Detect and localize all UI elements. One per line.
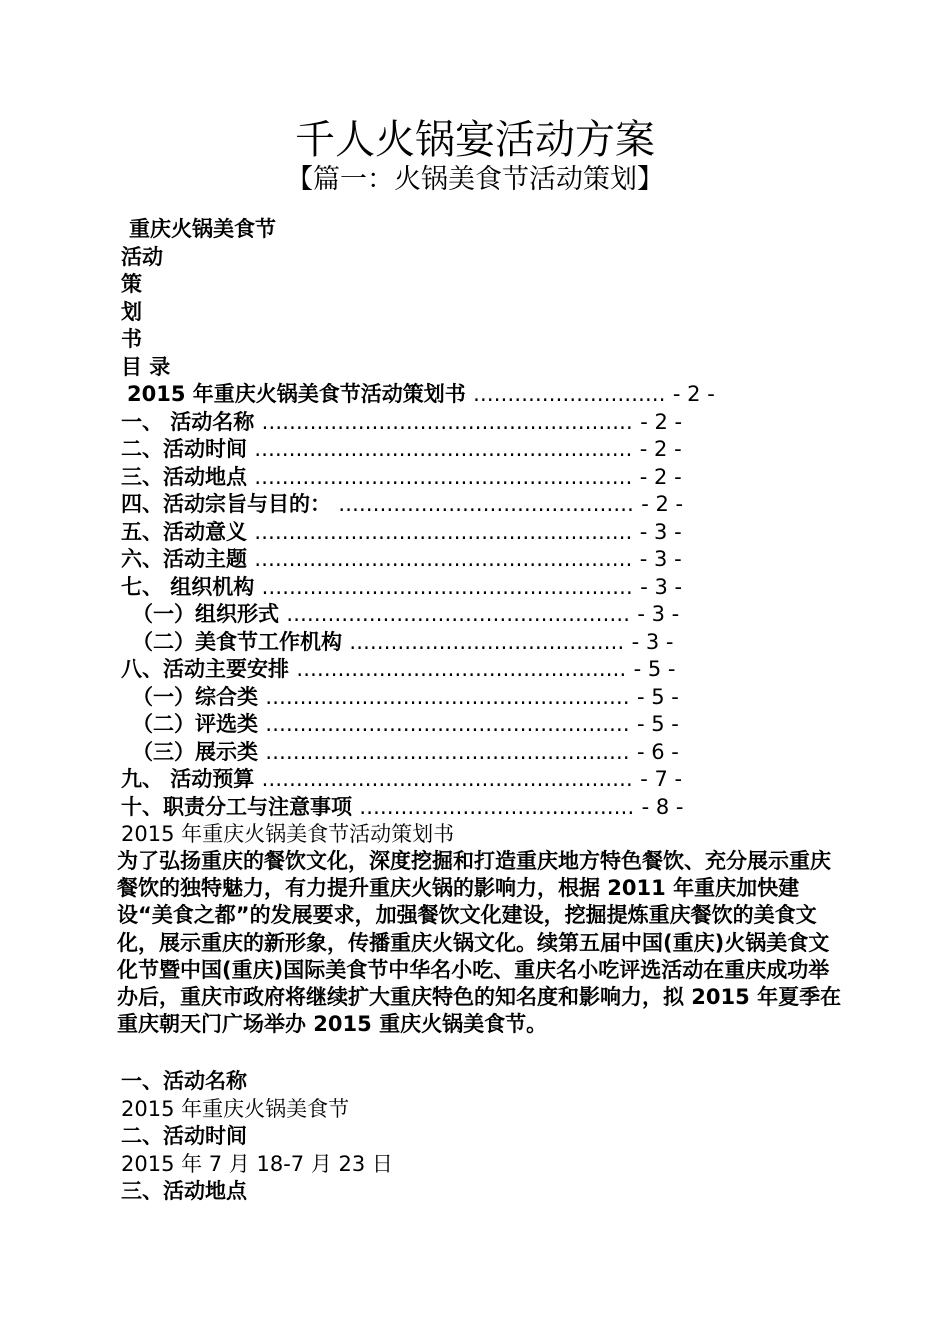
toc-entry[interactable] [132,629,674,656]
toc-entry-page: - 7 - [640,767,683,791]
toc-entry-label: （一）组织形式 [132,602,279,626]
toc-entry-leader: ....................................................... [254,520,633,544]
section-heading: 一、活动名称 [121,1069,247,1093]
toc-entry-label: （一）综合类 [132,685,258,709]
toc-entry[interactable] [121,491,683,518]
cover-line: 重庆火锅美食节 [129,217,276,241]
toc-entry-label: 九、 活动预算 [121,767,255,791]
toc-entry-leader: ........................................... [338,492,634,516]
toc-entry-page: - 2 - [640,410,683,434]
document-title: 千人火锅宴活动方案 [295,117,655,163]
intro-paragraph: 为了弘扬重庆的餐饮文化，深度挖掘和打造重庆地方特色餐饮、充分展示重庆餐饮的独特魅力，有力提升重庆火锅的影响力，根据 2011 年重庆加快建设“美食之都”的发展要求，加强餐饮文化建设，挖掘提炼重庆餐饮的美食文化，展示重庆的新形象，传播重庆火锅文化。续第五届中国(重庆)火锅美食文化节暨中国(重庆)国际美食节中华名小吃、重庆名小吃评选活动在重庆成功举办后，重庆市政府将继续扩大重庆特色的知名度和影响力，拟 2015 年夏季在重庆朝天门广场举办 2015 重庆火锅美食节。 [117,849,842,1037]
toc-entry-leader: ..................................................... [265,740,630,764]
toc-entry[interactable] [121,436,682,463]
toc-entry-page: - 5 - [637,712,679,736]
toc-entry-page: - 3 - [631,630,674,654]
toc-entry[interactable] [121,409,682,436]
section-heading: 2015 年重庆火锅美食节活动策划书 [121,822,455,846]
toc-entry-page: - 3 - [639,547,682,571]
toc-entry-label: 一、 活动名称 [121,410,255,434]
toc-entry-leader: .................................................. [286,602,631,626]
toc-entry[interactable] [121,766,682,793]
toc-entry[interactable] [132,711,679,738]
toc-entry-label: 四、活动宗旨与目的： [121,492,331,516]
toc-entry-leader: ................................................ [296,657,627,681]
toc-entry[interactable] [132,684,679,711]
toc-entry[interactable] [121,656,676,683]
toc-entry-leader: ........................................ [359,795,635,819]
toc-entry-page: - 3 - [640,575,683,599]
toc-entry[interactable] [127,381,715,408]
cover-line: 策 [121,272,142,296]
toc-entry-label: （二）评选类 [132,712,258,736]
toc-entry-page: - 2 - [639,437,682,461]
section-content: 2015 年重庆火锅美食节 [121,1097,350,1121]
toc-entry-label: 三、活动地点 [121,465,247,489]
toc-entry-page: - 2 - [672,382,715,406]
toc-entry-leader: ....................................................... [254,465,633,489]
toc-entry[interactable] [121,546,682,573]
toc-entry-page: - 5 - [633,657,676,681]
toc-entry-page: - 2 - [641,492,684,516]
toc-entry-page: - 2 - [639,465,682,489]
toc-entry[interactable] [121,794,684,821]
document-subtitle: 【篇一：火锅美食节活动策划】 [286,164,664,195]
toc-entry[interactable] [132,601,679,628]
toc-entry-label: 五、活动意义 [121,520,247,544]
cover-line: 书 [121,327,142,351]
toc-entry-page: - 6 - [637,740,679,764]
toc-entry[interactable] [121,574,682,601]
toc-entry-leader: ...................................................... [261,575,633,599]
toc-entry-page: - 8 - [641,795,684,819]
cover-line: 活动 [121,245,163,269]
toc-entry-page: - 5 - [637,685,679,709]
cover-line: 划 [121,300,142,324]
toc-heading: 目 录 [121,355,171,379]
section-content: 2015 年 7 月 18-7 月 23 日 [121,1152,393,1176]
toc-entry-leader: ..................................................... [265,685,630,709]
section-heading: 三、活动地点 [121,1179,247,1203]
toc-entry-label: 六、活动主题 [121,547,247,571]
toc-entry-leader: ........................................ [349,630,625,654]
toc-entry[interactable] [121,519,682,546]
toc-entry-label: 七、 组织机构 [121,575,255,599]
toc-entry-label: 八、活动主要安排 [121,657,289,681]
section-heading: 二、活动时间 [121,1124,247,1148]
toc-entry-page: - 3 - [639,520,682,544]
toc-entry-label: （二）美食节工作机构 [132,630,342,654]
toc-entry-leader: ............................ [473,382,666,406]
toc-entry-label: 2015 年重庆火锅美食节活动策划书 [127,382,466,406]
toc-entry-label: 十、职责分工与注意事项 [121,795,352,819]
toc-entry-leader: ...................................................... [261,410,633,434]
toc-entry[interactable] [132,739,679,766]
toc-entry-leader: ....................................................... [254,437,633,461]
toc-entry[interactable] [121,464,682,491]
toc-entry-leader: ....................................................... [254,547,633,571]
toc-entry-leader: ...................................................... [261,767,633,791]
toc-entry-leader: ..................................................... [265,712,630,736]
toc-entry-page: - 3 - [637,602,680,626]
toc-entry-label: 二、活动时间 [121,437,247,461]
toc-entry-label: （三）展示类 [132,740,258,764]
